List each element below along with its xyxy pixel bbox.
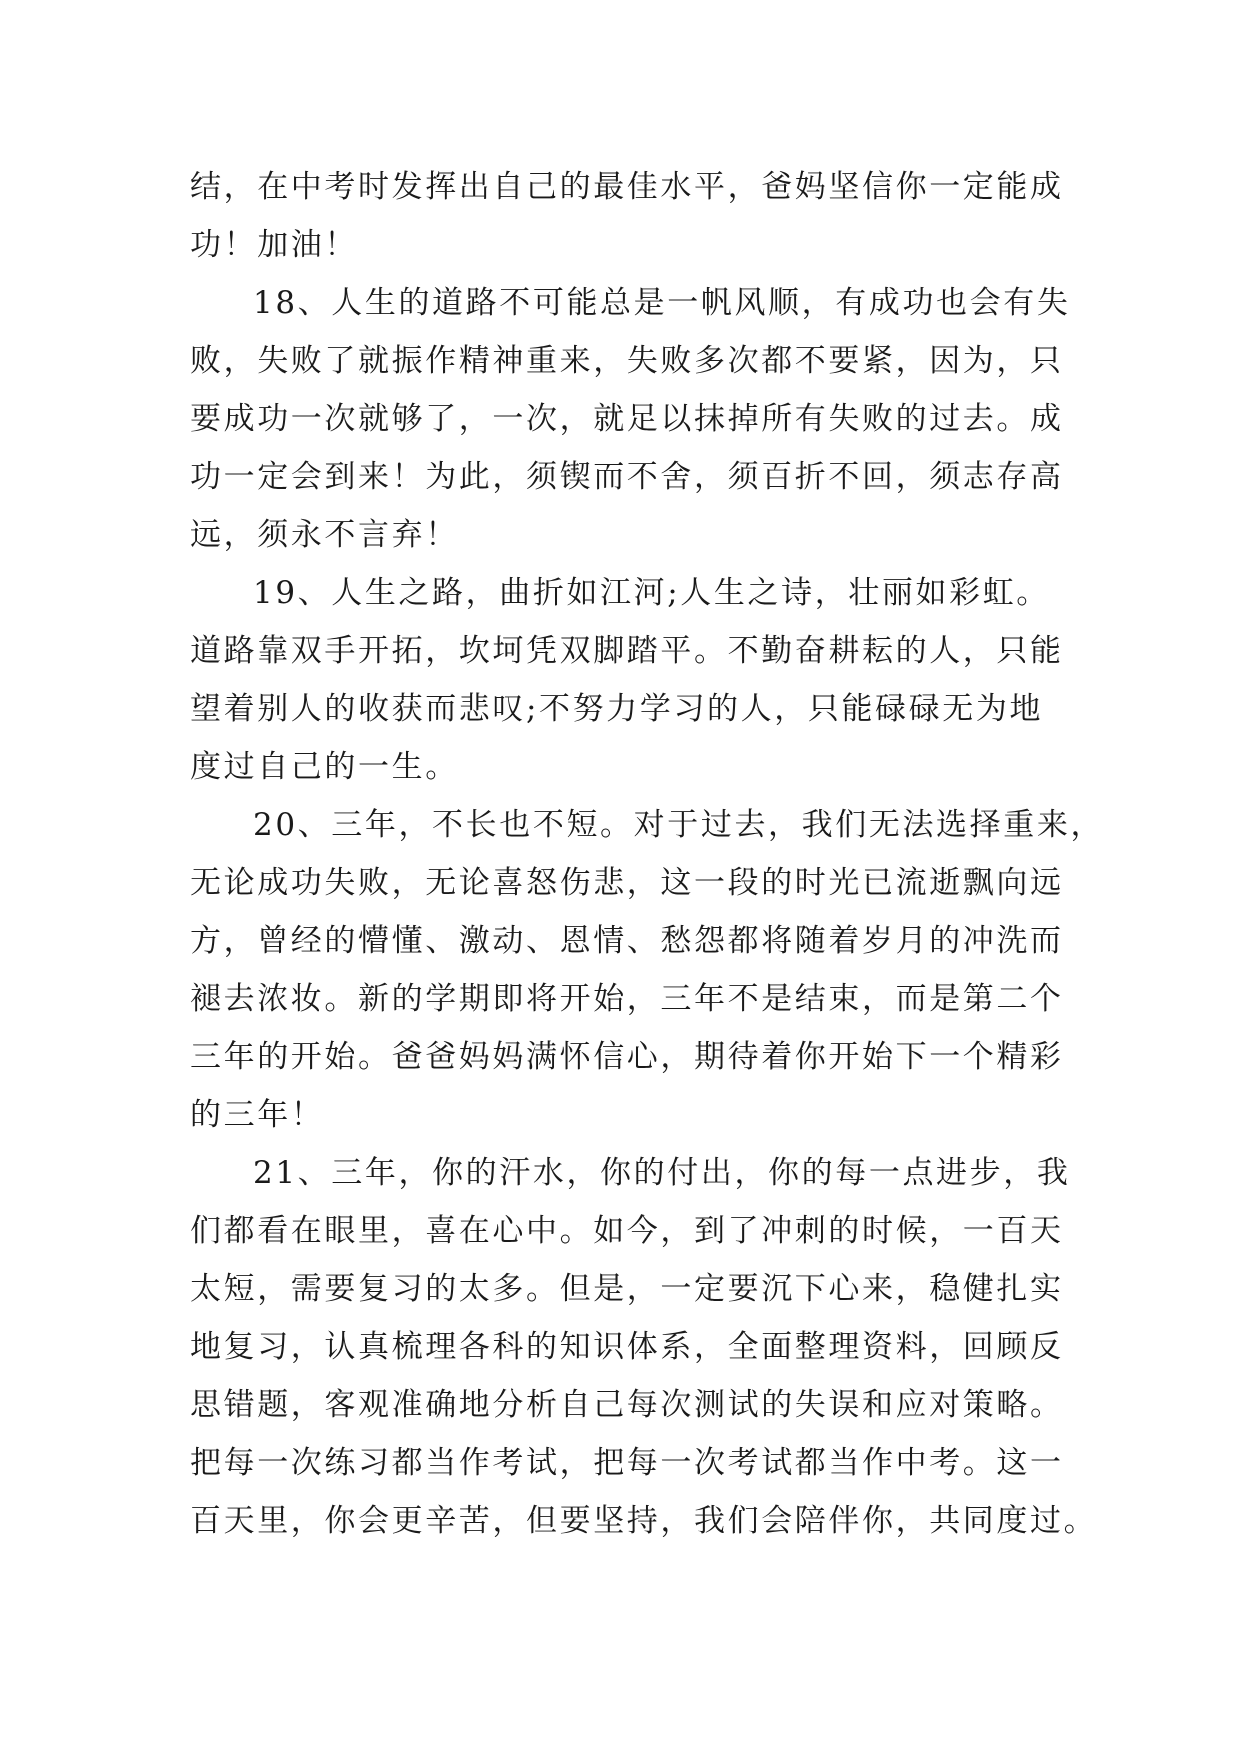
text-line: 望着别人的收获而悲叹;不努力学习的人，只能碌碌无为地 bbox=[190, 691, 1044, 727]
text-line: 道路靠双手开拓，坎坷凭双脚踏平。不勤奋耕耘的人，只能 bbox=[190, 633, 1064, 669]
text-line: 度过自己的一生。 bbox=[190, 749, 459, 785]
text-line: 褪去浓妆。新的学期即将开始，三年不是结束，而是第二个 bbox=[190, 981, 1064, 1017]
text-line: 把每一次练习都当作考试，把每一次考试都当作中考。这一 bbox=[190, 1445, 1064, 1481]
text-line: 地复习，认真梳理各科的知识体系，全面整理资料，回顾反 bbox=[190, 1329, 1064, 1365]
text-line: 的三年！ bbox=[190, 1097, 325, 1133]
paragraph-20-start: 20、三年，不长也不短。对于过去，我们无法选择重来， bbox=[253, 807, 1105, 843]
paragraph-21-start: 21、三年，你的汗水，你的付出，你的每一点进步，我 bbox=[253, 1155, 1071, 1191]
text-line: 远，须永不言弃！ bbox=[190, 517, 459, 553]
text-line: 功一定会到来！为此，须锲而不舍，须百折不回，须志存高 bbox=[190, 459, 1064, 495]
text-line: 功！加油！ bbox=[190, 227, 358, 263]
text-line: 思错题，客观准确地分析自己每次测试的失误和应对策略。 bbox=[190, 1387, 1064, 1423]
text-line: 们都看在眼里，喜在心中。如今，到了冲刺的时候，一百天 bbox=[190, 1213, 1064, 1249]
text-line: 方，曾经的懵懂、激动、恩情、愁怨都将随着岁月的冲洗而 bbox=[190, 923, 1064, 959]
paragraph-18-start: 18、人生的道路不可能总是一帆风顺，有成功也会有失 bbox=[253, 285, 1071, 321]
text-line: 太短，需要复习的太多。但是，一定要沉下心来，稳健扎实 bbox=[190, 1271, 1064, 1307]
text-line: 要成功一次就够了，一次，就足以抹掉所有失败的过去。成 bbox=[190, 401, 1064, 437]
paragraph-19-start: 19、人生之路，曲折如江河;人生之诗，壮丽如彩虹。 bbox=[253, 575, 1050, 611]
text-line: 败，失败了就振作精神重来，失败多次都不要紧，因为，只 bbox=[190, 343, 1064, 379]
text-line: 百天里，你会更辛苦，但要坚持，我们会陪伴你，共同度过。 bbox=[190, 1503, 1098, 1539]
text-line: 结，在中考时发挥出自己的最佳水平，爸妈坚信你一定能成 bbox=[190, 169, 1064, 205]
text-line: 三年的开始。爸爸妈妈满怀信心，期待着你开始下一个精彩 bbox=[190, 1039, 1064, 1075]
text-line: 无论成功失败，无论喜怒伤悲，这一段的时光已流逝飘向远 bbox=[190, 865, 1064, 901]
